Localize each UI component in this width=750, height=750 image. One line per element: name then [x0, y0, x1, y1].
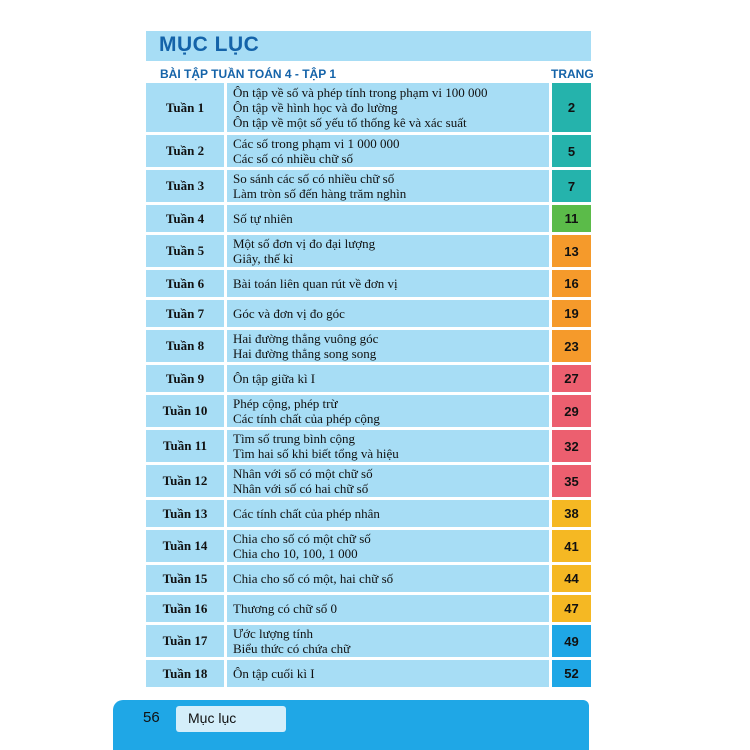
page-number: 56 — [143, 709, 160, 726]
page-ref: 44 — [552, 565, 591, 592]
week-label: Tuần 12 — [146, 465, 224, 497]
page-ref: 5 — [552, 135, 591, 167]
topic-cell — [227, 625, 549, 657]
topic-line: Số tự nhiên — [233, 211, 293, 226]
topic-line: Giây, thế kỉ — [233, 251, 294, 266]
week-label: Tuần 8 — [146, 330, 224, 362]
toc-row — [146, 430, 591, 462]
toc-row — [146, 205, 591, 232]
topic-cell — [227, 500, 549, 527]
topic-line: Tìm hai số khi biết tổng và hiệu — [233, 446, 399, 461]
topic-cell — [227, 270, 549, 297]
week-label: Tuần 5 — [146, 235, 224, 267]
page-ref: 11 — [552, 205, 591, 232]
page-ref: 38 — [552, 500, 591, 527]
topic-cell — [227, 170, 549, 202]
topic-line: Ước lượng tính — [233, 626, 313, 641]
topic-line: Chia cho số có một, hai chữ số — [233, 571, 394, 586]
week-label: Tuần 1 — [146, 83, 224, 132]
topic-line: Hai đường thẳng vuông góc — [233, 331, 379, 346]
toc-row — [146, 170, 591, 202]
topic-line: Ôn tập về số và phép tính trong phạm vi 100 000 — [233, 85, 488, 100]
page-ref: 32 — [552, 430, 591, 462]
topic-line: Các tính chất của phép nhân — [233, 506, 380, 521]
topic-line: Góc và đơn vị đo góc — [233, 306, 345, 321]
week-label: Tuần 4 — [146, 205, 224, 232]
topic-line: Hai đường thẳng song song — [233, 346, 377, 361]
topic-cell — [227, 135, 549, 167]
toc-row — [146, 530, 591, 562]
week-label: Tuần 11 — [146, 430, 224, 462]
topic-cell — [227, 395, 549, 427]
week-label: Tuần 3 — [146, 170, 224, 202]
topic-line: Phép cộng, phép trừ — [233, 396, 338, 411]
topic-line: Nhân với số có một chữ số — [233, 466, 373, 481]
topic-line: Ôn tập cuối kì I — [233, 666, 315, 681]
page-ref: 47 — [552, 595, 591, 622]
page-ref: 2 — [552, 83, 591, 132]
topic-line: Ôn tập về hình học và đo lường — [233, 100, 398, 115]
topic-line: Làm tròn số đến hàng trăm nghìn — [233, 186, 407, 201]
week-label: Tuần 2 — [146, 135, 224, 167]
page-ref: 27 — [552, 365, 591, 392]
week-label: Tuần 9 — [146, 365, 224, 392]
topic-line: Chia cho số có một chữ số — [233, 531, 371, 546]
week-label: Tuần 15 — [146, 565, 224, 592]
toc-row — [146, 135, 591, 167]
topic-line: Bài toán liên quan rút về đơn vị — [233, 276, 398, 291]
topic-line: Ôn tập giữa kì I — [233, 371, 316, 386]
page-ref: 16 — [552, 270, 591, 297]
toc-row — [146, 330, 591, 362]
week-label: Tuần 16 — [146, 595, 224, 622]
toc-row — [146, 500, 591, 527]
topic-cell — [227, 83, 549, 132]
page-ref: 41 — [552, 530, 591, 562]
topic-cell — [227, 595, 549, 622]
topic-line: Các số trong phạm vi 1 000 000 — [233, 136, 400, 151]
topic-line: Ôn tập về một số yếu tố thống kê và xác suất — [233, 115, 467, 130]
toc-row — [146, 235, 591, 267]
page-ref: 35 — [552, 465, 591, 497]
topic-cell — [227, 565, 549, 592]
topic-line: Thương có chữ số 0 — [233, 601, 338, 616]
week-label: Tuần 7 — [146, 300, 224, 327]
book-subtitle: BÀI TẬP TUẦN TOÁN 4 - TẬP 1 — [160, 67, 337, 81]
toc-row — [146, 395, 591, 427]
topic-cell — [227, 660, 549, 687]
topic-line: Nhân với số có hai chữ số — [233, 481, 369, 496]
toc-row — [146, 300, 591, 327]
topic-line: Các số có nhiều chữ số — [233, 151, 354, 166]
topic-line: Các tính chất của phép cộng — [233, 411, 380, 426]
topic-line: Chia cho 10, 100, 1 000 — [233, 546, 358, 561]
page-ref: 13 — [552, 235, 591, 267]
week-label: Tuần 18 — [146, 660, 224, 687]
week-label: Tuần 13 — [146, 500, 224, 527]
topic-cell — [227, 530, 549, 562]
toc-row — [146, 625, 591, 657]
page-title: MỤC LỤC — [159, 33, 260, 56]
topic-cell — [227, 205, 549, 232]
topic-line: Biểu thức có chứa chữ — [233, 641, 351, 656]
topic-line: So sánh các số có nhiều chữ số — [233, 171, 395, 186]
week-label: Tuần 10 — [146, 395, 224, 427]
page-ref: 19 — [552, 300, 591, 327]
toc-table — [146, 83, 591, 690]
page-column-header: TRANG — [551, 67, 594, 81]
toc-row — [146, 365, 591, 392]
topic-cell — [227, 235, 549, 267]
topic-cell — [227, 365, 549, 392]
toc-row — [146, 660, 591, 687]
topic-line: Tìm số trung bình cộng — [233, 431, 356, 446]
week-label: Tuần 14 — [146, 530, 224, 562]
footer-label: Mục lục — [188, 710, 237, 726]
page-ref: 7 — [552, 170, 591, 202]
toc-row — [146, 595, 591, 622]
topic-cell — [227, 465, 549, 497]
week-label: Tuần 6 — [146, 270, 224, 297]
topic-cell — [227, 300, 549, 327]
page-ref: 23 — [552, 330, 591, 362]
page-ref: 52 — [552, 660, 591, 687]
toc-row — [146, 83, 591, 132]
topic-line: Một số đơn vị đo đại lượng — [233, 236, 376, 251]
toc-row — [146, 465, 591, 497]
toc-row — [146, 270, 591, 297]
week-label: Tuần 17 — [146, 625, 224, 657]
topic-cell — [227, 330, 549, 362]
toc-row — [146, 565, 591, 592]
page-ref: 49 — [552, 625, 591, 657]
topic-cell — [227, 430, 549, 462]
page-ref: 29 — [552, 395, 591, 427]
